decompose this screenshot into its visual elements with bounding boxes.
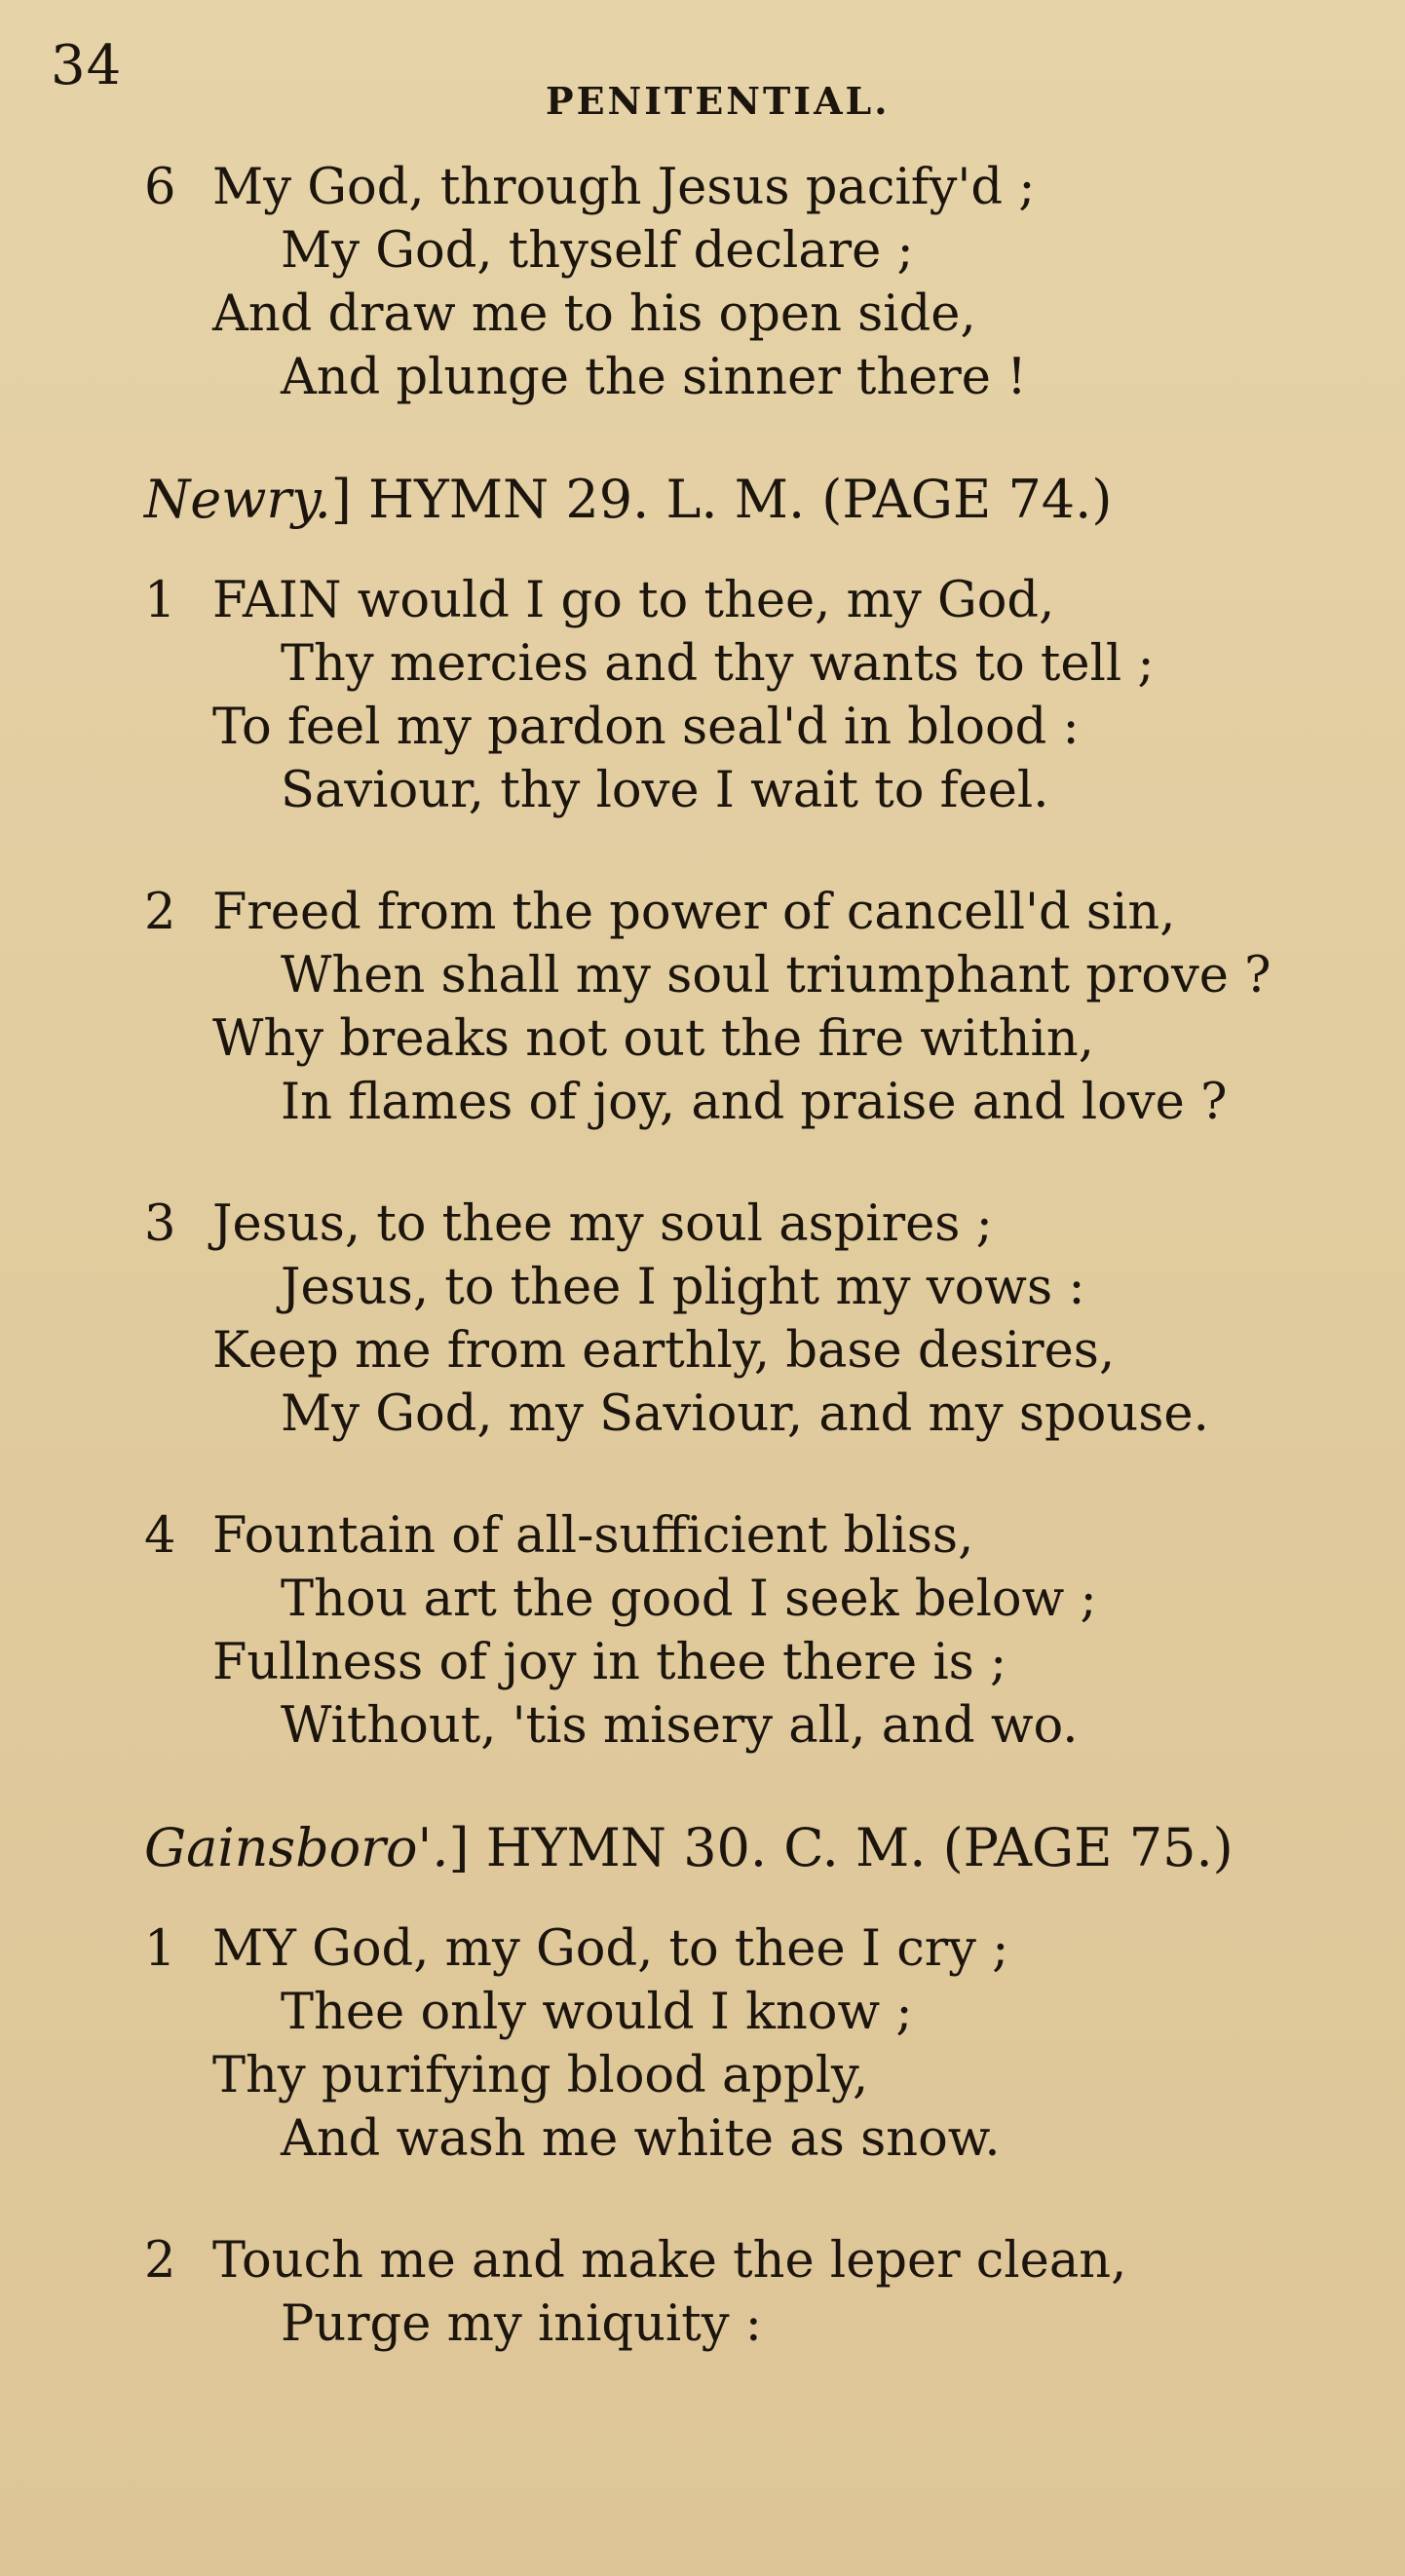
hymn-text xyxy=(0,156,1405,2393)
verse-6 xyxy=(0,156,1405,409)
verse-line: Fountain of all-sufficient bliss, xyxy=(212,1507,974,1565)
verse-2 xyxy=(0,2229,1405,2356)
verse-number: 4 xyxy=(144,1507,176,1565)
verse-line: Touch me and make the leper clean, xyxy=(212,2232,1127,2290)
verse-line: Freed from the power of cancell'd sin, xyxy=(212,884,1176,941)
verse-number: 1 xyxy=(144,1920,176,1978)
verse-number: 1 xyxy=(144,572,176,629)
verse-line: Keep me from earthly, base desires, xyxy=(212,1322,1116,1380)
hymn-heading xyxy=(0,1816,1405,1880)
verse-number: 2 xyxy=(144,2232,176,2290)
verse-line: FAIN would I go to thee, my God, xyxy=(212,572,1055,629)
verse-line: Jesus, to thee my soul aspires ; xyxy=(212,1195,993,1253)
verse-line: Thou art the good I seek below ; xyxy=(281,1571,1097,1628)
verse-line: My God, my Saviour, and my spouse. xyxy=(281,1385,1209,1443)
verse-number: 3 xyxy=(144,1195,176,1253)
verse-4 xyxy=(0,1504,1405,1758)
running-head xyxy=(0,29,1405,123)
verse-line: My God, thyself declare ; xyxy=(281,222,914,280)
verse-2 xyxy=(0,881,1405,1134)
verse-line: And plunge the sinner there ! xyxy=(281,349,1027,406)
verse-line: Thee only would I know ; xyxy=(281,1984,913,2041)
verse-line: And draw me to his open side, xyxy=(212,285,976,343)
verse-line: And wash me white as snow. xyxy=(281,2110,1001,2168)
verse-line: To feel my pardon seal'd in blood : xyxy=(212,699,1080,756)
verse-line: When shall my soul triumphant prove ? xyxy=(281,947,1272,1004)
verse-line: Fullness of joy in thee there is ; xyxy=(212,1634,1007,1691)
verse-1 xyxy=(0,569,1405,822)
running-title: PENITENTIAL. xyxy=(546,79,891,123)
hymn-heading xyxy=(0,468,1405,532)
page-number: 34 xyxy=(51,34,123,97)
verse-number: 2 xyxy=(144,884,176,941)
verse-line: My God, through Jesus pacify'd ; xyxy=(212,159,1036,216)
verse-line: Jesus, to thee I plight my vows : xyxy=(281,1259,1085,1316)
verse-line: Thy purifying blood apply, xyxy=(212,2047,869,2104)
verse-line: Saviour, thy love I wait to feel. xyxy=(281,762,1049,819)
hymn-title: ] HYMN 29. L. M. (PAGE 74.) xyxy=(330,469,1113,530)
verse-3 xyxy=(0,1193,1405,1446)
verse-line: Without, 'tis misery all, and wo. xyxy=(281,1697,1079,1755)
tune-name: Newry. xyxy=(144,469,331,530)
verse-line: In flames of joy, and praise and love ? xyxy=(281,1074,1228,1131)
verse-line: Why breaks not out the fire within, xyxy=(212,1010,1094,1068)
hymn-title: ] HYMN 30. C. M. (PAGE 75.) xyxy=(448,1817,1234,1878)
verse-line: Purge my iniquity : xyxy=(281,2295,762,2353)
verse-line: Thy mercies and thy wants to tell ; xyxy=(281,635,1155,693)
verse-line: MY God, my God, to thee I cry ; xyxy=(212,1920,1009,1978)
verse-number: 6 xyxy=(144,159,176,216)
tune-name: Gainsboro'. xyxy=(144,1817,449,1878)
verse-1 xyxy=(0,1917,1405,2171)
